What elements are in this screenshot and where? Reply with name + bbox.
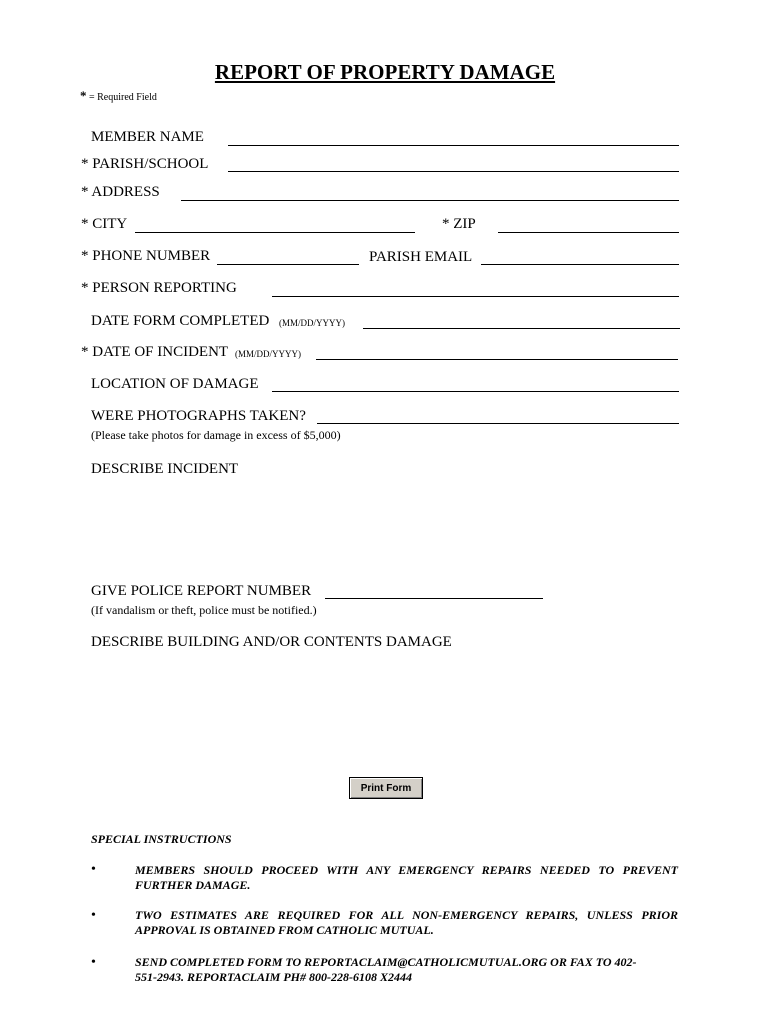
location-of-damage-field[interactable] — [272, 391, 679, 392]
address-field[interactable] — [181, 200, 679, 201]
police-note: (If vandalism or theft, police must be notified.) — [91, 603, 317, 617]
date-form-completed-field[interactable] — [363, 328, 680, 329]
police-report-label: GIVE POLICE REPORT NUMBER — [91, 583, 312, 599]
person-reporting-field[interactable] — [272, 296, 679, 297]
parish-school-field[interactable] — [228, 171, 679, 172]
required-star: * — [80, 88, 87, 103]
bullet-icon: • — [91, 955, 96, 970]
page-title: REPORT OF PROPERTY DAMAGE — [214, 60, 556, 84]
bullet-icon: • — [91, 862, 96, 877]
member-name-label: MEMBER NAME — [91, 129, 204, 145]
describe-incident-field[interactable] — [91, 482, 679, 577]
describe-building-label: DESCRIBE BUILDING AND/OR CONTENTS DAMAGE — [91, 634, 452, 650]
location-of-damage-label: LOCATION OF DAMAGE — [91, 376, 259, 392]
date-incident-format-hint: (MM/DD/YYYY) — [235, 349, 301, 359]
parish-email-label: PARISH EMAIL — [369, 249, 473, 265]
city-label: * CITY — [81, 216, 128, 232]
date-form-format-hint: (MM/DD/YYYY) — [279, 318, 345, 328]
required-field-note — [80, 88, 157, 104]
date-of-incident-field[interactable] — [316, 359, 678, 360]
instruction-item: TWO ESTIMATES ARE REQUIRED FOR ALL NON-EMERGENCY REPAIRS, UNLESS PRIOR APPROVAL IS OBTAINED FROM CATHOLIC MUTUAL. — [135, 908, 678, 937]
parish-email-field[interactable] — [481, 264, 679, 265]
person-reporting-label: * PERSON REPORTING — [81, 280, 237, 296]
phone-label: * PHONE NUMBER — [81, 248, 211, 264]
city-field[interactable] — [135, 232, 415, 233]
bullet-icon: • — [91, 908, 96, 923]
photographs-taken-label: WERE PHOTOGRAPHS TAKEN? — [91, 408, 306, 424]
phone-field[interactable] — [217, 264, 359, 265]
zip-label: * ZIP — [442, 216, 476, 232]
address-label: * ADDRESS — [81, 184, 160, 200]
instruction-item: MEMBERS SHOULD PROCEED WITH ANY EMERGENCY REPAIRS NEEDED TO PREVENT FURTHER DAMAGE. — [135, 863, 678, 892]
zip-field[interactable] — [498, 232, 679, 233]
date-form-completed-label: DATE FORM COMPLETED — [91, 313, 270, 329]
date-of-incident-label: * DATE OF INCIDENT — [81, 344, 229, 360]
photographs-taken-field[interactable] — [317, 423, 679, 424]
parish-school-label: * PARISH/SCHOOL — [81, 156, 209, 172]
photographs-note: (Please take photos for damage in excess of $5,000) — [91, 428, 341, 442]
police-report-field[interactable] — [325, 598, 543, 599]
describe-building-field[interactable] — [91, 655, 679, 765]
special-instructions-heading: SPECIAL INSTRUCTIONS — [91, 832, 232, 846]
required-note-text: = Required Field — [89, 92, 157, 103]
describe-incident-label: DESCRIBE INCIDENT — [91, 461, 239, 477]
instruction-item: SEND COMPLETED FORM TO REPORTACLAIM@CATHOLICMUTUAL.ORG OR FAX TO 402-551-2943. REPORTACLAIM PH# 800-228-6108 X2444 — [135, 955, 637, 984]
print-form-button[interactable]: Print Form — [349, 777, 423, 799]
member-name-field[interactable] — [228, 145, 679, 146]
